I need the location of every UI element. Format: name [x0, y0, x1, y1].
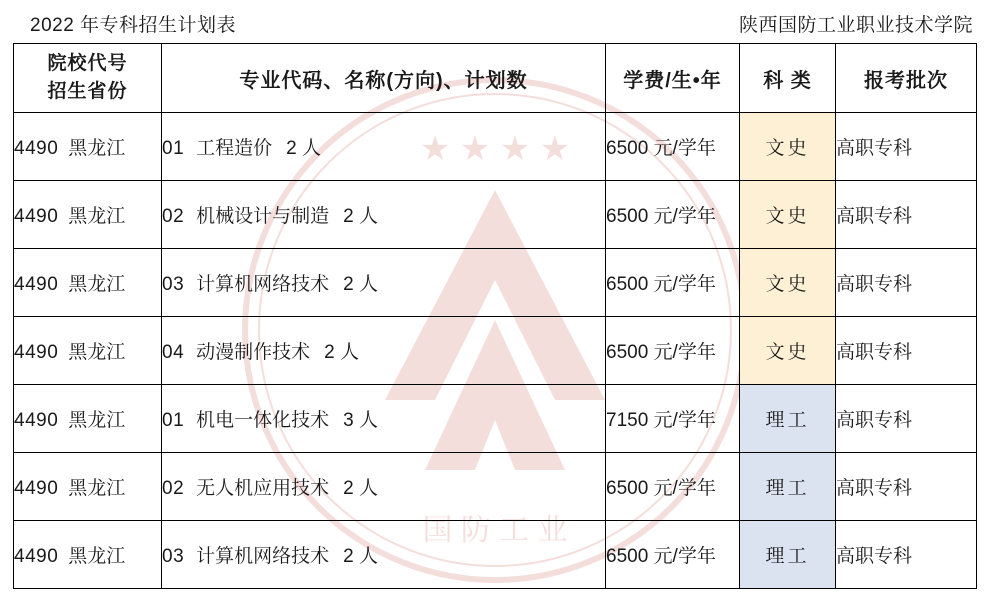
column-header-kind: 科 类: [740, 44, 836, 113]
cell-fee: 6500 元/学年: [606, 317, 740, 385]
cell-major: [162, 249, 606, 317]
major-code: 02: [162, 478, 185, 499]
table-body: [14, 113, 977, 589]
cell-major: [162, 385, 606, 453]
province: 黑龙江: [68, 546, 126, 567]
column-header-major: 专业代码、名称(方向)、计划数: [162, 44, 606, 113]
cell-school-code: [14, 385, 162, 453]
cell-batch: 高职专科: [836, 113, 977, 181]
page-title: 2022 年专科招生计划表: [30, 15, 237, 36]
cell-school-code: [14, 181, 162, 249]
school-code: 4490: [14, 478, 59, 499]
plan-number: 2 人: [286, 138, 322, 159]
plan-number: 2 人: [343, 206, 379, 227]
column-header-school-code: [14, 44, 162, 113]
cell-batch: 高职专科: [836, 317, 977, 385]
table-row: [14, 385, 977, 453]
table-row: [14, 317, 977, 385]
column-header-school-code-line2: 招生省份: [47, 81, 128, 102]
major-name: 无人机应用技术: [196, 478, 330, 499]
major-name: 计算机网络技术: [196, 274, 330, 295]
major-code: 04: [162, 342, 185, 363]
cell-subject-kind: 文史: [740, 181, 836, 249]
admission-plan-table: [13, 43, 977, 589]
cell-batch: 高职专科: [836, 385, 977, 453]
cell-major: [162, 521, 606, 589]
cell-batch: 高职专科: [836, 521, 977, 589]
cell-subject-kind: 理工: [740, 521, 836, 589]
cell-major: [162, 317, 606, 385]
plan-number: 2 人: [324, 342, 360, 363]
cell-fee: 7150 元/学年: [606, 385, 740, 453]
cell-school-code: [14, 453, 162, 521]
major-code: 03: [162, 546, 185, 567]
major-name: 机电一体化技术: [196, 410, 330, 431]
cell-fee: 6500 元/学年: [606, 521, 740, 589]
province: 黑龙江: [68, 206, 126, 227]
cell-batch: 高职专科: [836, 453, 977, 521]
svg-text:★ ★ ★ ★: ★ ★ ★ ★: [419, 130, 570, 168]
column-header-school-code-line1: 院校代号: [47, 53, 128, 75]
province: 黑龙江: [68, 342, 126, 363]
major-code: 02: [162, 206, 185, 227]
table-row: [14, 181, 977, 249]
table-header-row: [14, 44, 977, 113]
cell-major: [162, 181, 606, 249]
major-name: 工程造价: [196, 138, 273, 159]
table-row: [14, 249, 977, 317]
plan-number: 2 人: [343, 478, 379, 499]
cell-subject-kind: 文史: [740, 249, 836, 317]
cell-subject-kind: 理工: [740, 453, 836, 521]
cell-batch: 高职专科: [836, 181, 977, 249]
school-code: 4490: [14, 274, 59, 295]
major-name: 动漫制作技术: [196, 342, 311, 363]
cell-fee: 6500 元/学年: [606, 113, 740, 181]
cell-batch: 高职专科: [836, 249, 977, 317]
major-name: 机械设计与制造: [196, 206, 330, 227]
cell-school-code: [14, 317, 162, 385]
province: 黑龙江: [68, 478, 126, 499]
province: 黑龙江: [68, 410, 126, 431]
cell-subject-kind: 文史: [740, 317, 836, 385]
province: 黑龙江: [68, 138, 126, 159]
table-row: [14, 113, 977, 181]
column-header-batch: 报考批次: [836, 44, 977, 113]
cell-fee: 6500 元/学年: [606, 249, 740, 317]
school-code: 4490: [14, 410, 59, 431]
plan-number: 2 人: [343, 274, 379, 295]
document-header: [0, 0, 989, 43]
cell-major: [162, 113, 606, 181]
cell-major: [162, 453, 606, 521]
school-code: 4490: [14, 138, 59, 159]
school-code: 4490: [14, 342, 59, 363]
plan-number: 3 人: [343, 410, 379, 431]
school-code: 4490: [14, 206, 59, 227]
cell-school-code: [14, 249, 162, 317]
cell-school-code: [14, 113, 162, 181]
school-code: 4490: [14, 546, 59, 567]
major-code: 01: [162, 410, 185, 431]
column-header-fee: 学费/生•年: [606, 44, 740, 113]
table-row: [14, 521, 977, 589]
cell-subject-kind: 理工: [740, 385, 836, 453]
plan-number: 2 人: [343, 546, 379, 567]
svg-text:国 防 工 业: 国 防 工 业: [421, 514, 568, 547]
table-header: [14, 44, 977, 113]
cell-subject-kind: 文史: [740, 113, 836, 181]
cell-fee: 6500 元/学年: [606, 453, 740, 521]
table-row: [14, 453, 977, 521]
major-code: 01: [162, 138, 185, 159]
cell-school-code: [14, 521, 162, 589]
cell-fee: 6500 元/学年: [606, 181, 740, 249]
province: 黑龙江: [68, 274, 126, 295]
major-name: 计算机网络技术: [196, 546, 330, 567]
major-code: 03: [162, 274, 185, 295]
institution-name: 陕西国防工业职业技术学院: [738, 15, 973, 36]
